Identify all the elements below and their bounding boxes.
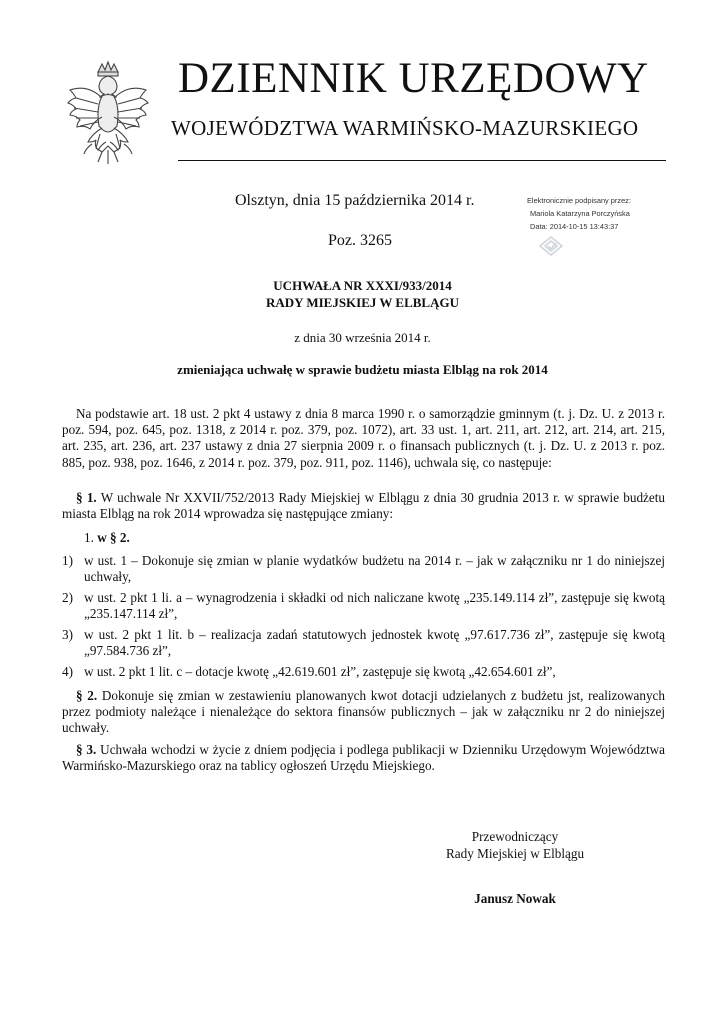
section-2-text: Dokonuje się zmian w zestawieniu planowanych kwot dotacji udzielanych z budżetu jst, realizowanych przez podmioty należące i nienależące do sektora finansów publicznych – jak w załączniku nr 2 do niniejszej uchwały.: [62, 688, 666, 736]
legal-basis-paragraph: [62, 406, 665, 471]
signer-name: Janusz Nowak: [474, 891, 556, 906]
list-item-text: w ust. 2 pkt 1 li. a – wynagrodzenia i składki od nich naliczane kwotę „235.149.114 zł”, zastępuje się kwotą „235.147.114 zł”,: [84, 590, 665, 622]
list-item-text: w ust. 1 – Dokonuje się zmian w planie wydatków budżetu na 2014 r. – jak w załączniku nr 1 do niniejszej uchwały,: [84, 553, 665, 585]
legal-basis-text: Na podstawie art. 18 ust. 2 pkt 4 ustawy z dnia 8 marca 1990 r. o samorządzie gminnym (t. j. Dz. U. z 2013 r. poz. 594, poz. 645, poz. 1318, z 2014 r. poz. 379, poz. 1072), art. 33 ust. 1, art. 211, art. 212, art. 214, art. 215, art. 235, art. 236, art. 237 ustawy z dnia 27 sierpnia 2009 r. o finansach publicznych (t. j. Dz. U. z 2013 r. poz. 885, poz. 938, poz. 1646, z 2014 r. poz. 379, poz. 911, poz. 1146), uchwala się, co następuje:: [62, 406, 665, 470]
place-date: Olsztyn, dnia 15 października 2014 r.: [235, 192, 475, 209]
position-number: Poz. 3265: [328, 232, 392, 249]
resolution-date: z dnia 30 września 2014 r.: [294, 330, 431, 345]
electronic-signature-stamp: [527, 196, 667, 258]
signature-check-icon: [537, 234, 565, 258]
resolution-council: RADY MIEJSKIEJ W ELBLĄGU: [266, 295, 459, 310]
list-item: [62, 590, 665, 622]
section-1-label: § 1.: [76, 490, 97, 505]
polish-eagle-emblem-icon: [62, 58, 154, 170]
section-3-paragraph: [62, 742, 665, 774]
signer-council: Rady Miejskiej w Elblągu: [445, 846, 585, 861]
list-item-number: 2): [62, 590, 73, 605]
masthead-subtitle: WOJEWÓDZTWA WARMIŃSKO-MAZURSKIEGO: [171, 116, 639, 140]
subsection-number: 1.: [84, 530, 94, 545]
section-1-text: W uchwale Nr XXVII/752/2013 Rady Miejskiej w Elblągu z dnia 30 grudnia 2013 r. w sprawie budżetu miasta Elbląg na rok 2014 wprowadza się następujące zmiany:: [62, 490, 666, 522]
resolution-subject: zmieniająca uchwałę w sprawie budżetu miasta Elbląg na rok 2014: [177, 362, 548, 377]
list-item-number: 1): [62, 553, 73, 568]
section-1-paragraph: [62, 490, 665, 522]
list-item-number: 3): [62, 627, 73, 642]
subsection-heading: [84, 530, 130, 546]
list-item: [62, 664, 665, 680]
section-2-paragraph: [62, 688, 665, 737]
masthead-divider: [178, 160, 666, 161]
subsection-label: w § 2.: [97, 530, 130, 545]
list-item-number: 4): [62, 664, 73, 679]
signature-signer: Mariola Katarzyna Porczyńska: [530, 209, 630, 218]
section-3-label: § 3.: [76, 742, 97, 757]
section-3-text: Uchwała wchodzi w życie z dniem podjęcia i podlega publikacji w Dzienniku Urzędowym Województwa Warmińsko-Mazurskiego oraz na tablicy ogłoszeń Urzędu Miejskiego.: [62, 742, 666, 774]
list-item: [62, 553, 665, 585]
list-item: [62, 627, 665, 659]
list-item-text: w ust. 2 pkt 1 lit. c – dotacje kwotę „42.619.601 zł”, zastępuje się kwotą „42.654.601 zł”,: [84, 664, 556, 679]
masthead-title: DZIENNIK URZĘDOWY: [178, 55, 649, 102]
resolution-title: UCHWAŁA NR XXXI/933/2014: [273, 278, 452, 293]
section-2-label: § 2.: [76, 688, 98, 703]
signature-date: Data: 2014-10-15 13:43:37: [530, 222, 619, 231]
list-item-text: w ust. 2 pkt 1 lit. b – realizacja zadań statutowych jednostek kwotę „97.617.736 zł”, zastępuje się kwotą „97.584.736 zł”,: [84, 627, 665, 659]
signature-line-1: Elektronicznie podpisany przez:: [527, 196, 631, 205]
signer-role: Przewodniczący: [471, 829, 559, 844]
